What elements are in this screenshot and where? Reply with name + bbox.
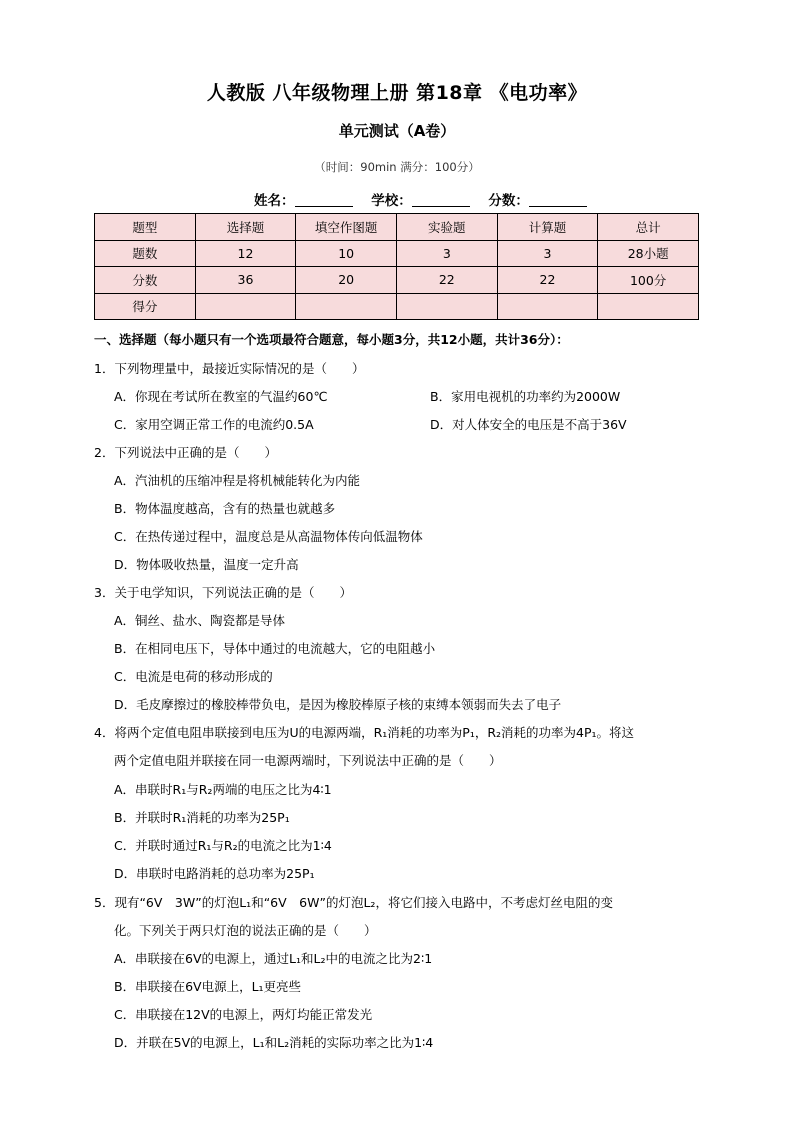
score-entry-cell [396, 293, 497, 320]
page-title: 人教版 八年级物理上册 第18章 《电功率》 [206, 82, 588, 104]
table-cell: 题数 [95, 240, 196, 267]
question-stem: 2．下列说法中正确的是（ ） [94, 445, 277, 460]
score-entry-cell [598, 293, 699, 320]
score-entry-cell [195, 293, 296, 320]
question-option: B．并联时R₁消耗的功率为25P₁ [114, 810, 290, 825]
table-cell: 3 [396, 240, 497, 267]
table-cell: 3 [497, 240, 598, 267]
school-blank [412, 192, 470, 207]
table-cell: 100分 [598, 267, 699, 294]
question-option: A．你现在考试所在教室的气温约60℃ [114, 389, 328, 404]
school-label: 学校： [371, 193, 412, 209]
question-stem-line: 4．将两个定值电阻串联接到电压为U的电源两端，R₁消耗的功率为P₁，R₂消耗的功率为4P₁。将这 [94, 725, 635, 740]
question-option: B．家用电视机的功率约为2000W [430, 389, 621, 404]
table-cell: 22 [497, 267, 598, 294]
question-option: A．串联时R₁与R₂两端的电压之比为4∶1 [114, 782, 332, 797]
table-cell: 22 [396, 267, 497, 294]
table-cell: 20 [296, 267, 397, 294]
score-table [94, 213, 699, 320]
table-cell: 28小题 [598, 240, 699, 267]
table-cell: 12 [195, 240, 296, 267]
student-info-line [254, 189, 587, 209]
question-option: A．汽油机的压缩冲程是将机械能转化为内能 [114, 473, 361, 488]
table-cell: 分数 [95, 267, 196, 294]
table-row [95, 240, 699, 267]
table-row [95, 267, 699, 294]
page-subtitle: 单元测试（A卷） [338, 122, 456, 140]
table-cell: 总计 [598, 214, 699, 241]
score-label: 分数： [488, 193, 529, 209]
table-cell: 计算题 [497, 214, 598, 241]
table-row [95, 293, 699, 320]
question-option: D．物体吸收热量，温度一定升高 [114, 557, 299, 572]
question-option: A．串联接在6V的电源上，通过L₁和L₂中的电流之比为2∶1 [114, 951, 433, 966]
table-row [95, 214, 699, 241]
question-stem-line: 两个定值电阻并联接在同一电源两端时，下列说法中正确的是（ ） [114, 753, 502, 768]
question-option: D．对人体安全的电压是不高于36V [430, 417, 627, 432]
question-option: C．并联时通过R₁与R₂的电流之比为1∶4 [114, 838, 332, 853]
question-option: D．并联在5V的电源上，L₁和L₂消耗的实际功率之比为1∶4 [114, 1035, 434, 1050]
question-stem: 1．下列物理量中，最接近实际情况的是（ ） [94, 361, 365, 376]
table-cell: 填空作图题 [296, 214, 397, 241]
score-blank [529, 192, 587, 207]
question-option: A．铜丝、盐水、陶瓷都是导体 [114, 613, 286, 628]
question-option: B．串联接在6V电源上，L₁更亮些 [114, 979, 302, 994]
table-cell: 得分 [95, 293, 196, 320]
question-option: B．物体温度越高，含有的热量也就越多 [114, 501, 336, 516]
question-option: C．家用空调正常工作的电流约0.5A [114, 417, 314, 432]
exam-info: （时间：90min 满分：100分） [314, 160, 480, 174]
table-cell: 10 [296, 240, 397, 267]
question-option: C．串联接在12V的电源上，两灯均能正常发光 [114, 1007, 373, 1022]
table-cell: 选择题 [195, 214, 296, 241]
table-cell: 36 [195, 267, 296, 294]
score-entry-cell [497, 293, 598, 320]
question-stem-line: 化。下列关于两只灯泡的说法正确的是（ ） [114, 923, 377, 938]
question-option: B．在相同电压下，导体中通过的电流越大，它的电阻越小 [114, 641, 436, 656]
question-option: D．串联时电路消耗的总功率为25P₁ [114, 866, 315, 881]
question-option: D．毛皮摩擦过的橡胶棒带负电，是因为橡胶棒原子核的束缚本领弱而失去了电子 [114, 697, 562, 712]
section-heading: 一、选择题（每小题只有一个选项最符合题意，每小题3分，共12小题，共计36分）： [94, 332, 569, 347]
table-cell: 实验题 [396, 214, 497, 241]
question-option: C．在热传递过程中，温度总是从高温物体传向低温物体 [114, 529, 423, 544]
table-cell: 题型 [95, 214, 196, 241]
question-stem-line: 5．现有“6V 3W”的灯泡L₁和“6V 6W”的灯泡L₂，将它们接入电路中，不考虑灯丝电阻的变 [94, 895, 613, 910]
name-blank [295, 192, 353, 207]
name-label: 姓名： [254, 193, 295, 209]
score-entry-cell [296, 293, 397, 320]
question-option: C．电流是电荷的移动形成的 [114, 669, 273, 684]
question-stem: 3．关于电学知识，下列说法正确的是（ ） [94, 585, 352, 600]
